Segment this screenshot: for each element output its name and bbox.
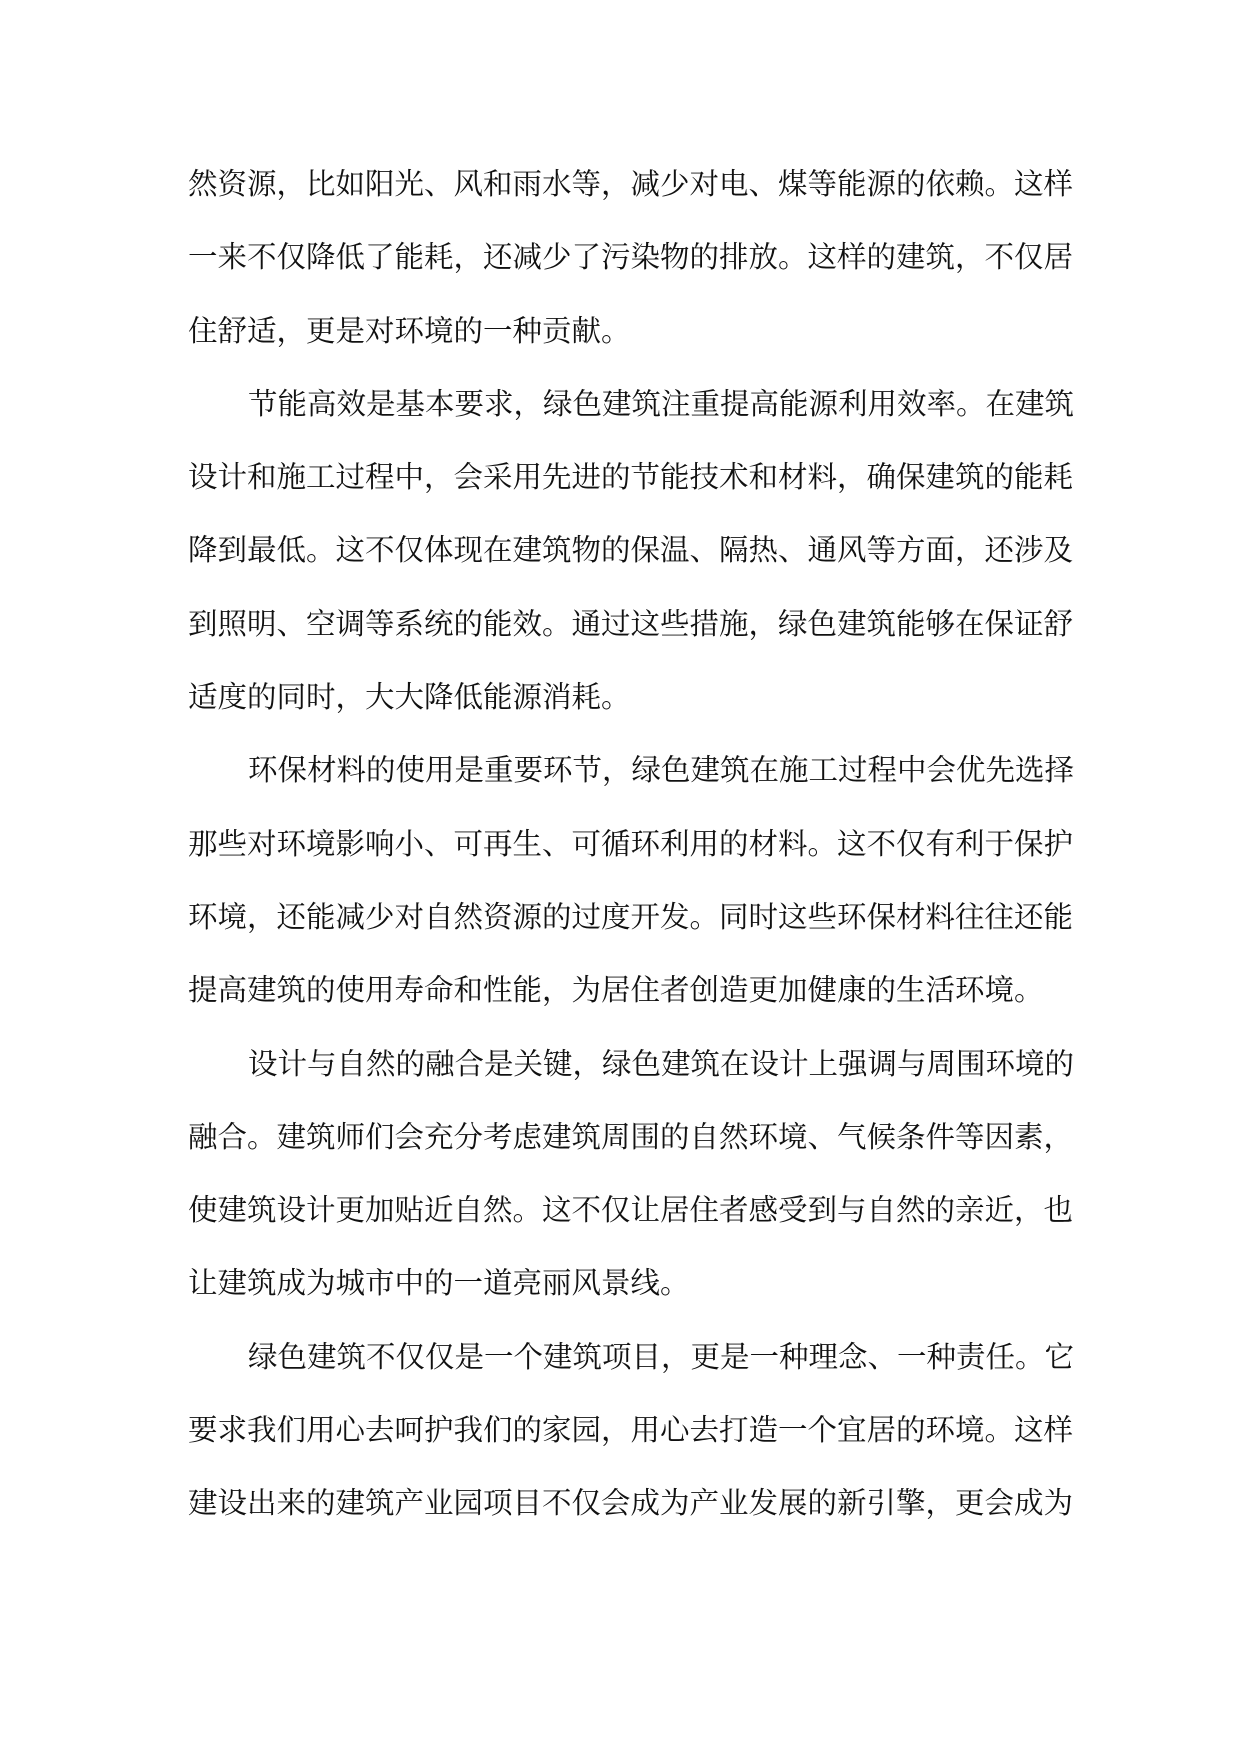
text-line: 要求我们用心去呵护我们的家园，用心去打造一个宜居的环境。这样 (188, 1413, 1074, 1448)
text-line: 绿色建筑不仅仅是一个建筑项目，更是一种理念、一种责任。它 (248, 1339, 1075, 1374)
text-line: 环境，还能减少对自然资源的过度开发。同时这些环保材料往往还能 (188, 899, 1074, 934)
text-line: 那些对环境影响小、可再生、可循环利用的材料。这不仅有利于保护 (188, 826, 1074, 861)
paragraph-eco-materials (188, 734, 1075, 1027)
paragraph-energy-efficiency (188, 368, 1075, 734)
paragraph-natural-resources (188, 148, 1074, 368)
text-line: 让建筑成为城市中的一道亮丽风景线。 (188, 1266, 690, 1301)
text-line: 一来不仅降低了能耗，还减少了污染物的排放。这样的建筑，不仅居 (188, 240, 1074, 275)
document-body (188, 148, 1075, 1541)
text-line: 环保材料的使用是重要环节，绿色建筑在施工过程中会优先选择 (248, 753, 1075, 788)
text-line: 住舒适，更是对环境的一种贡献。 (188, 313, 631, 348)
text-line: 提高建筑的使用寿命和性能，为居住者创造更加健康的生活环境。 (188, 973, 1044, 1008)
text-line: 设计与自然的融合是关键，绿色建筑在设计上强调与周围环境的 (248, 1046, 1075, 1081)
text-line: 使建筑设计更加贴近自然。这不仅让居住者感受到与自然的亲近，也 (188, 1193, 1074, 1228)
text-line: 降到最低。这不仅体现在建筑物的保温、隔热、通风等方面，还涉及 (188, 533, 1074, 568)
text-line: 设计和施工过程中，会采用先进的节能技术和材料，确保建筑的能耗 (188, 460, 1074, 495)
text-line: 适度的同时，大大降低能源消耗。 (188, 680, 631, 715)
text-line: 然资源，比如阳光、风和雨水等，减少对电、煤等能源的依赖。这样 (188, 167, 1074, 201)
paragraph-design-nature (188, 1028, 1075, 1321)
text-line: 融合。建筑师们会充分考虑建筑周围的自然环境、气候条件等因素， (188, 1119, 1074, 1154)
paragraph-green-concept (188, 1321, 1075, 1541)
text-line: 建设出来的建筑产业园项目不仅会成为产业发展的新引擎，更会成为 (188, 1486, 1074, 1521)
text-line: 到照明、空调等系统的能效。通过这些措施，绿色建筑能够在保证舒 (188, 606, 1074, 641)
text-line: 节能高效是基本要求，绿色建筑注重提高能源利用效率。在建筑 (248, 386, 1075, 421)
